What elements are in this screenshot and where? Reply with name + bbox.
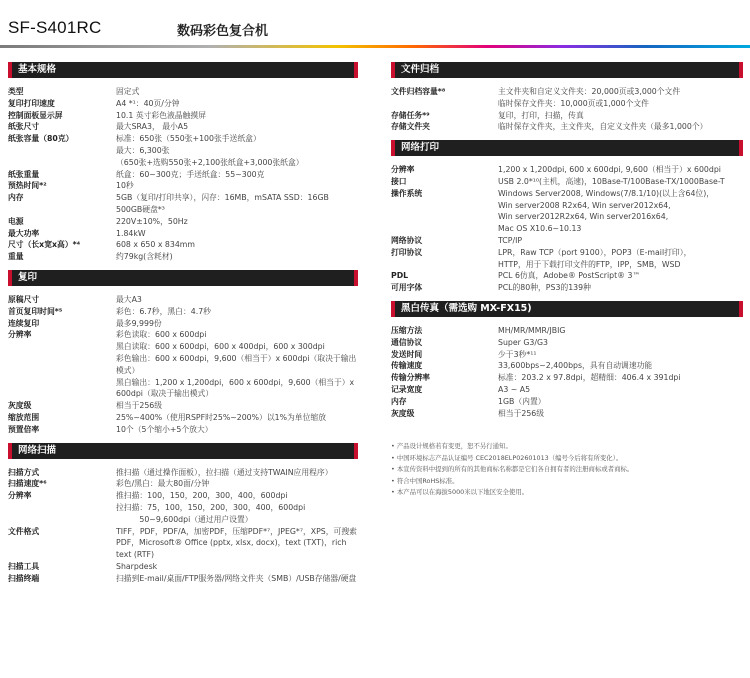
- section-header: 黑白传真（需选购 MX-FX15): [391, 301, 743, 317]
- spec-value: Win server2012R2x64, Win server2016x64,: [498, 212, 669, 222]
- spec-label: 发送时间: [391, 349, 423, 359]
- spec-row: [8, 239, 358, 251]
- spec-label: 文件格式: [8, 526, 40, 536]
- spec-label: 可用字体: [391, 283, 423, 293]
- spec-label: 存储任务*⁹: [391, 110, 430, 120]
- spec-label: 纸张尺寸: [8, 122, 40, 132]
- spec-value: 临时保存文件夹：10,000页或1,000个文件: [498, 98, 649, 108]
- spec-label: 纸张重量: [8, 169, 40, 179]
- spec-row: [8, 306, 358, 318]
- spec-label: 存储文件夹: [391, 122, 430, 132]
- right-sections: [391, 62, 743, 419]
- spec-row: [391, 282, 743, 294]
- section-header: 复印: [8, 270, 358, 286]
- spec-values: [116, 86, 358, 98]
- spec-row: [391, 384, 743, 396]
- spec-value: HTTP，用于下载打印文件的FTP，IPP，SMB，WSD: [498, 259, 681, 269]
- spec-row: [8, 561, 358, 573]
- spec-row: [391, 176, 743, 188]
- spec-label: 重量: [8, 252, 24, 262]
- spec-label: 复印打印速度: [8, 98, 55, 108]
- spec-value: 1GB（内置）: [498, 396, 546, 406]
- spec-label: 扫描工具: [8, 561, 40, 571]
- spec-label: 接口: [391, 176, 407, 186]
- spec-values: [116, 467, 358, 479]
- spec-label: 文件归档容量*⁸: [391, 87, 446, 96]
- spec-values: [116, 400, 358, 412]
- spec-row: [391, 188, 743, 235]
- spec-label: 内存: [391, 396, 407, 406]
- spec-values: [498, 349, 743, 361]
- spec-values: [116, 216, 358, 228]
- spec-row: [8, 294, 358, 306]
- spec-values: [116, 169, 358, 181]
- spec-label: 分辨率: [8, 330, 32, 340]
- spec-value: 50~9,600dpi（通过用户设置）: [116, 514, 253, 524]
- left_sections-section-2: [8, 443, 358, 585]
- spec-value: （650张+选购550张+2,100张纸盒+3,000张纸盒）: [116, 157, 304, 167]
- spec-row: [391, 408, 743, 420]
- spec-row: [8, 110, 358, 122]
- spec-value: 25%~400%（使用RSPF时25%~200%）以1%为单位缩放: [116, 412, 326, 422]
- header: [0, 0, 750, 48]
- spec-row: [391, 349, 743, 361]
- footnotes: [391, 441, 743, 499]
- spec-row: [8, 228, 358, 240]
- rainbow-divider: [0, 45, 750, 48]
- spec-value: 相当于256级: [498, 408, 545, 418]
- left-column: [8, 62, 358, 591]
- section-header: 网络打印: [391, 140, 743, 156]
- spec-value: Super G3/G3: [498, 337, 548, 347]
- right_sections-section-0: [391, 62, 743, 133]
- spec-values: [116, 318, 358, 330]
- spec-label: PDL: [391, 271, 409, 281]
- spec-value: 约79kg(含耗材): [116, 252, 173, 262]
- footnote-item: • 产品设计规格若有变更，恕不另行通知。: [391, 441, 743, 453]
- spec-value: 10.1 英寸彩色液晶触摸屏: [116, 110, 207, 120]
- spec-value: TIFF，PDF，PDF/A，加密PDF，压缩PDF*⁷，JPEG*⁷，XPS，可搜索PDF，Microsoft® Office (pptx, xlsx, docx)，text (TXT)，rich text (RTF): [116, 526, 357, 560]
- spec-label: 灰度级: [391, 408, 415, 418]
- spec-values: [116, 251, 358, 263]
- spec-label: 缩放范围: [8, 412, 40, 422]
- spec-values: [498, 282, 743, 294]
- spec-values: [498, 164, 743, 176]
- spec-value: A4 *¹：40页/分钟: [116, 98, 180, 108]
- spec-value: 拉扫描：75，100，150，200，300，400，600dpi: [116, 502, 306, 512]
- spec-label: 网络协议: [391, 235, 423, 245]
- spec-row: [391, 270, 743, 282]
- spec-value: 标准：650张（550张+100张手送纸盒）: [116, 134, 261, 144]
- spec-row: [391, 110, 743, 122]
- spec-row: [8, 573, 358, 585]
- spec-row: [391, 235, 743, 247]
- spec-values: [498, 247, 743, 271]
- spec-label: 原稿尺寸: [8, 294, 40, 304]
- spec-values: [498, 396, 743, 408]
- spec-value: PCL 6仿真，Adobe® PostScript® 3™: [498, 271, 641, 281]
- spec-values: [498, 121, 743, 133]
- spec-value: 5GB（复印/打印共享），闪存：16MB，mSATA SSD：16GB: [116, 193, 329, 203]
- spec-value: USB 2.0*¹⁰(主机，高速)，10Base-T/100Base-TX/1000Base-T: [498, 176, 725, 186]
- spec-value: 最大SRA3， 最小A5: [116, 122, 189, 132]
- spec-row: [8, 318, 358, 330]
- spec-value: 220V±10%，50Hz: [116, 216, 188, 226]
- spec-label: 最大功率: [8, 228, 40, 238]
- spec-values: [116, 329, 358, 400]
- spec-row: [391, 164, 743, 176]
- spec-values: [116, 573, 358, 585]
- spec-values: [498, 110, 743, 122]
- spec-row: [391, 86, 743, 110]
- spec-values: [498, 86, 743, 110]
- spec-values: [498, 188, 743, 235]
- spec-label: 尺寸（长x宽x高）*⁴: [8, 240, 81, 250]
- spec-label: 连续复印: [8, 318, 40, 328]
- spec-values: [498, 235, 743, 247]
- spec-values: [116, 294, 358, 306]
- spec-value: 标准：203.2 x 97.8dpi，超精细：406.4 x 391dpi: [498, 373, 681, 383]
- spec-values: [498, 176, 743, 188]
- spec-label: 传输分辨率: [391, 373, 430, 383]
- spec-values: [116, 121, 358, 133]
- spec-value: 推扫描（通过操作面板），拉扫描（通过支持TWAIN应用程序）: [116, 467, 333, 477]
- page-title: 数码彩色复合机: [177, 24, 269, 39]
- spec-row: [8, 424, 358, 436]
- spec-row: [8, 169, 358, 181]
- spec-values: [116, 526, 358, 561]
- spec-value: LPR，Raw TCP（port 9100），POP3（E-mail打印），: [498, 247, 692, 257]
- spec-row: [8, 180, 358, 192]
- spec-value: 主文件夹和自定义文件夹：20,000页或3,000个文件: [498, 87, 681, 96]
- spec-label: 内存: [8, 193, 24, 203]
- spec-row: [8, 121, 358, 133]
- spec-label: 首页复印时间*⁵: [8, 306, 63, 316]
- spec-values: [116, 228, 358, 240]
- spec-label: 通信协议: [391, 337, 423, 347]
- spec-row: [8, 478, 358, 490]
- spec-value: 500GB硬盘*³: [116, 204, 165, 214]
- spec-label: 打印协议: [391, 247, 423, 257]
- spec-row: [8, 251, 358, 263]
- spec-label: 类型: [8, 87, 24, 96]
- spec-value: 相当于256级: [116, 401, 163, 411]
- spec-values: [116, 239, 358, 251]
- spec-value: 黑白读取：600 x 600dpi，600 x 400dpi，600 x 300dpi: [116, 342, 325, 352]
- spec-row: [391, 337, 743, 349]
- spec-row: [8, 400, 358, 412]
- spec-row: [8, 329, 358, 400]
- spec-row: [8, 467, 358, 479]
- spec-label: 记录宽度: [391, 384, 423, 394]
- spec-label: 扫描方式: [8, 467, 40, 477]
- spec-value: TCP/IP: [498, 235, 523, 245]
- spec-value: 最大A3: [116, 294, 142, 304]
- spec-label: 灰度级: [8, 401, 32, 411]
- spec-value: 复印，打印，扫描，传真: [498, 110, 584, 120]
- section-header: 基本规格: [8, 62, 358, 78]
- spec-value: 彩色输出：600 x 600dpi，9,600（相当于）x 600dpi（取决于输出模式）: [116, 353, 357, 375]
- spec-value: 临时保存文件夹，主文件夹，自定义文件夹（最多1,000个）: [498, 122, 708, 132]
- right_sections-section-2: [391, 301, 743, 419]
- spec-values: [498, 372, 743, 384]
- spec-row: [391, 372, 743, 384]
- spec-label: 分辨率: [8, 491, 32, 501]
- spec-value: Sharpdesk: [116, 561, 158, 571]
- spec-value: 固定式: [116, 87, 140, 96]
- spec-row: [391, 247, 743, 271]
- left_sections-section-1: [8, 270, 358, 436]
- spec-value: MH/MR/MMR/JBIG: [498, 325, 566, 335]
- spec-value: 扫描到E-mail/桌面/FTP服务器/网络文件夹（SMB）/USB存储器/硬盘: [116, 573, 357, 583]
- right_sections-section-1: [391, 140, 743, 294]
- spec-value: 彩色读取：600 x 600dpi: [116, 330, 207, 340]
- footnote-item: • 中国环境标志产品认证编号 CEC2018ELP02601013（编号今后将有所变化）。: [391, 453, 743, 465]
- spec-row: [391, 325, 743, 337]
- section-header: 文件归档: [391, 62, 743, 78]
- section-header: 网络扫描: [8, 443, 358, 459]
- spec-row: [391, 121, 743, 133]
- spec-value: 少于3秒*¹¹: [498, 349, 537, 359]
- spec-row: [8, 192, 358, 216]
- spec-label: 预置倍率: [8, 424, 40, 434]
- spec-values: [498, 270, 743, 282]
- spec-value: 10秒: [116, 181, 134, 191]
- spec-value: 推扫描：100，150，200，300，400，600dpi: [116, 491, 288, 501]
- spec-label: 分辨率: [391, 165, 415, 175]
- spec-label: 电源: [8, 216, 24, 226]
- spec-values: [116, 412, 358, 424]
- spec-value: 黑白输出：1,200 x 1,200dpi，600 x 600dpi，9,600（相当于）x 600dpi（取决于输出模式）: [116, 377, 355, 399]
- spec-value: 10个（5个缩小+5个放大）: [116, 424, 213, 434]
- spec-row: [8, 98, 358, 110]
- footnote-item: • 本宣传资料中提到的所有的其他商标名称都是它们各自拥有者的注册商标或者商标。: [391, 464, 743, 476]
- spec-values: [116, 490, 358, 525]
- spec-label: 压缩方法: [391, 325, 423, 335]
- spec-values: [498, 360, 743, 372]
- model-name: SF-S401RC: [8, 18, 102, 37]
- spec-value: Mac OS X10.6~10.13: [498, 224, 582, 234]
- spec-values: [116, 306, 358, 318]
- spec-value: 1,200 x 1,200dpi, 600 x 600dpi, 9,600（相当于）x 600dpi: [498, 165, 721, 175]
- footnote-item: • 本产品可以在海拔5000米以下地区安全使用。: [391, 487, 743, 499]
- spec-value: Win server2008 R2x64, Win server2012x64,: [498, 200, 671, 210]
- spec-value: 最大：6,300张: [116, 145, 170, 155]
- spec-values: [498, 384, 743, 396]
- spec-values: [116, 110, 358, 122]
- spec-row: [8, 490, 358, 525]
- left_sections-section-0: [8, 62, 358, 263]
- spec-values: [498, 337, 743, 349]
- spec-values: [116, 192, 358, 216]
- spec-value: 1.84kW: [116, 228, 146, 238]
- spec-label: 操作系统: [391, 188, 423, 198]
- spec-label: 传输速度: [391, 361, 423, 371]
- spec-value: Windows Server2008, Windows(7/8.1/10)(以上含64位)，: [498, 188, 715, 198]
- spec-value: 608 x 650 x 834mm: [116, 240, 195, 250]
- spec-value: A3 ~ A5: [498, 384, 531, 394]
- right-column: [391, 62, 743, 499]
- spec-label: 扫描速度*⁶: [8, 479, 47, 489]
- spec-values: [116, 424, 358, 436]
- spec-values: [116, 133, 358, 168]
- spec-label: 控制面板显示屏: [8, 110, 63, 120]
- spec-value: PCL的80种，PS3的139种: [498, 283, 591, 293]
- spec-label: 纸张容量（80克）: [8, 134, 74, 144]
- spec-label: 扫描终端: [8, 573, 40, 583]
- spec-value: 最多9,999份: [116, 318, 162, 328]
- spec-values: [498, 325, 743, 337]
- spec-values: [116, 180, 358, 192]
- footnote-item: • 符合中国RoHS标准。: [391, 476, 743, 488]
- spec-values: [116, 561, 358, 573]
- spec-value: 彩色：6.7秒，黑白：4.7秒: [116, 306, 211, 316]
- spec-label: 预热时间*²: [8, 181, 47, 191]
- spec-row: [8, 526, 358, 561]
- spec-values: [116, 98, 358, 110]
- spec-value: 纸盒：60~300克；手送纸盒：55~300克: [116, 169, 265, 179]
- spec-values: [498, 408, 743, 420]
- spec-row: [391, 396, 743, 408]
- spec-row: [8, 86, 358, 98]
- spec-value: 彩色/黑白：最大80面/分钟: [116, 479, 210, 489]
- spec-row: [8, 133, 358, 168]
- spec-row: [391, 360, 743, 372]
- spec-values: [116, 478, 358, 490]
- spec-value: 33,600bps~2,400bps，具有自动调速功能: [498, 361, 653, 371]
- spec-row: [8, 216, 358, 228]
- spec-row: [8, 412, 358, 424]
